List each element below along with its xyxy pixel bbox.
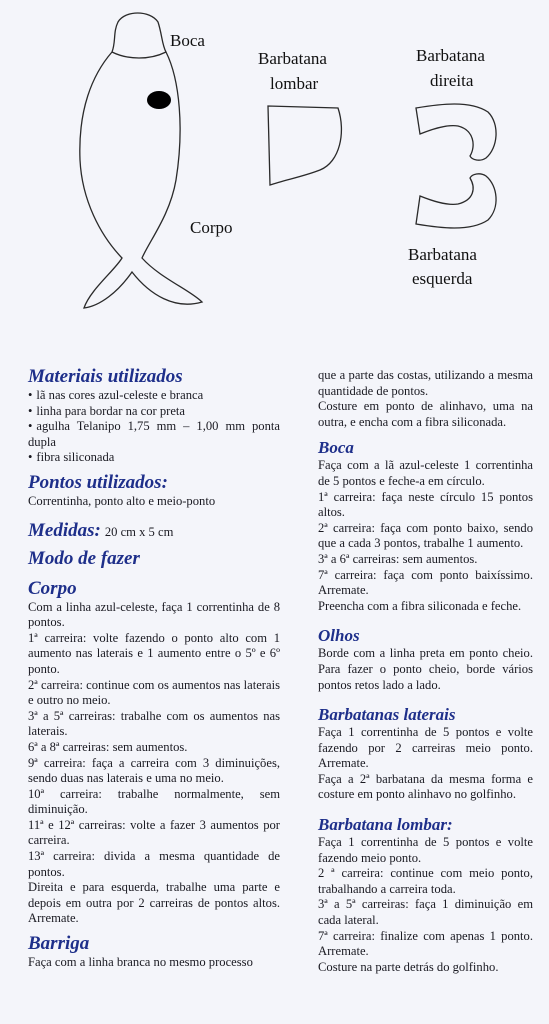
- medidas-heading: Medidas:: [28, 519, 101, 541]
- olhos-heading: Olhos: [318, 626, 360, 646]
- laterais-paragraph: Faça a 2ª barbatana da mesma forma e costure em ponto alinhavo no golfinho.: [318, 771, 533, 802]
- pontos-text: Correntinha, ponto alto e meio-ponto: [28, 493, 216, 508]
- corpo-paragraph: 10ª carreira: trabalhe normalmente, sem diminuição.: [28, 786, 280, 817]
- corpo-paragraph: 3ª a 5ª carreiras: trabalhe com os aumentos nas laterais.: [28, 708, 280, 739]
- corpo-paragraph: 2ª carreira: continue com os aumentos nas laterais e outro no meio.: [28, 677, 280, 708]
- label-lombar-2: lombar: [270, 74, 319, 93]
- medidas-value: 20 cm x 5 cm: [104, 524, 174, 539]
- modo-heading: Modo de fazer: [28, 547, 140, 569]
- label-boca: Boca: [170, 31, 205, 50]
- pattern-diagram: [0, 0, 549, 350]
- laterais-paragraph: Faça 1 correntinha de 5 pontos e volte fazendo por 2 carreiras meio ponto. Arremate.: [318, 725, 533, 771]
- label-corpo: Corpo: [190, 218, 233, 237]
- dolphin-eye: [147, 91, 171, 109]
- materiais-heading: Materiais utilizados: [28, 366, 183, 387]
- corpo-paragraph: 6ª a 8ª carreiras: sem aumentos.: [28, 739, 188, 754]
- pontos-heading: Pontos utilizados:: [28, 471, 168, 493]
- materiais-list: [28, 388, 280, 466]
- olhos-paragraph: Borde com a linha preta em ponto cheio. Para fazer o ponto cheio, borde vários pontos retos lado a lado.: [318, 646, 533, 692]
- left-column: [28, 366, 280, 971]
- lombar-paragraph: 7ª carreira: finalize com apenas 1 ponto. Arremate.: [318, 928, 533, 959]
- corpo-paragraph: 13ª carreira: divida a mesma quantidade de pontos.: [28, 849, 280, 879]
- corpo-paragraph: 9ª carreira: faça a carreira com 3 diminuições, sendo duas nas laterais e uma no meio.: [28, 755, 280, 786]
- barriga-text-cont: que a parte das costas, utilizando a mesma quantidade de pontos.: [318, 368, 533, 398]
- corpo-paragraph: 1ª carreira: volte fazendo o ponto alto com 1 aumento nas laterais e 1 aumento entre o 5º e 6º ponto.: [28, 630, 280, 676]
- boca-paragraph: 7ª carreira: faça com ponto baixíssimo. Arremate.: [318, 567, 533, 598]
- lombar-paragraph: Costure na parte detrás do golfinho.: [318, 959, 499, 974]
- dolphin-mouth-line: [112, 52, 166, 58]
- laterais-heading: Barbatanas laterais: [318, 705, 456, 725]
- corpo-heading: Corpo: [28, 577, 77, 599]
- materiais-item: • linha para bordar na cor preta: [28, 404, 280, 420]
- corpo-paragraph: Com a linha azul-celeste, faça 1 correntinha de 8 pontos.: [28, 599, 280, 630]
- boca-paragraph: Faça com a lã azul-celeste 1 correntinha de 5 pontos e feche-a em círculo.: [318, 458, 533, 488]
- label-lombar-1: Barbatana: [258, 49, 327, 68]
- barriga-heading: Barriga: [28, 933, 90, 955]
- label-direita-1: Barbatana: [416, 46, 485, 65]
- boca-paragraph: Preencha com a fibra siliconada e feche.: [318, 598, 522, 613]
- boca-paragraph: 2ª carreira: faça com ponto baixo, sendo que a cada 3 pontos, trabalhe 1 aumento.: [318, 520, 533, 551]
- dolphin-body-outline: [80, 13, 202, 308]
- barriga-text-cont2: Costure em ponto de alinhavo, uma na outra, e encha com a fibra siliconada.: [318, 399, 533, 429]
- right-column: [318, 368, 533, 975]
- label-esquerda-1: Barbatana: [408, 245, 477, 264]
- dorsal-fin-outline: [268, 106, 341, 185]
- boca-paragraph: 1ª carreira: faça neste círculo 15 pontos altos.: [318, 489, 533, 520]
- boca-paragraph: 3ª a 6ª carreiras: sem aumentos.: [318, 551, 478, 566]
- lombar-paragraph: 3ª a 5ª carreiras: faça 1 diminuição em cada lateral.: [318, 897, 533, 928]
- left-fin-outline: [416, 174, 496, 228]
- materiais-item: • fibra siliconada: [28, 450, 280, 466]
- lombar-heading: Barbatana lombar:: [318, 815, 453, 835]
- lombar-paragraph: 2 ª carreira: continue com meio ponto, trabalhando a carreira toda.: [318, 866, 533, 896]
- medidas-row: [28, 520, 280, 542]
- label-direita-2: direita: [430, 71, 474, 90]
- right-fin-outline: [416, 104, 496, 160]
- barriga-text-start: Faça com a linha branca no mesmo processo: [28, 955, 253, 970]
- label-esquerda-2: esquerda: [412, 269, 473, 288]
- corpo-paragraph: 11ª e 12ª carreiras: volte a fazer 3 aumentos por carreira.: [28, 817, 280, 848]
- materiais-item: • lã nas cores azul-celeste e branca: [28, 388, 280, 404]
- materiais-item: • agulha Telanipo 1,75 mm – 1,00 mm ponta dupla: [28, 419, 280, 450]
- lombar-paragraph: Faça 1 correntinha de 5 pontos e volte fazendo meio ponto.: [318, 835, 533, 865]
- boca-heading: Boca: [318, 438, 354, 458]
- corpo-paragraph: Direita e para esquerda, trabalhe uma parte e depois em outra por 2 carreiras de pontos altos. Arremate.: [28, 880, 280, 926]
